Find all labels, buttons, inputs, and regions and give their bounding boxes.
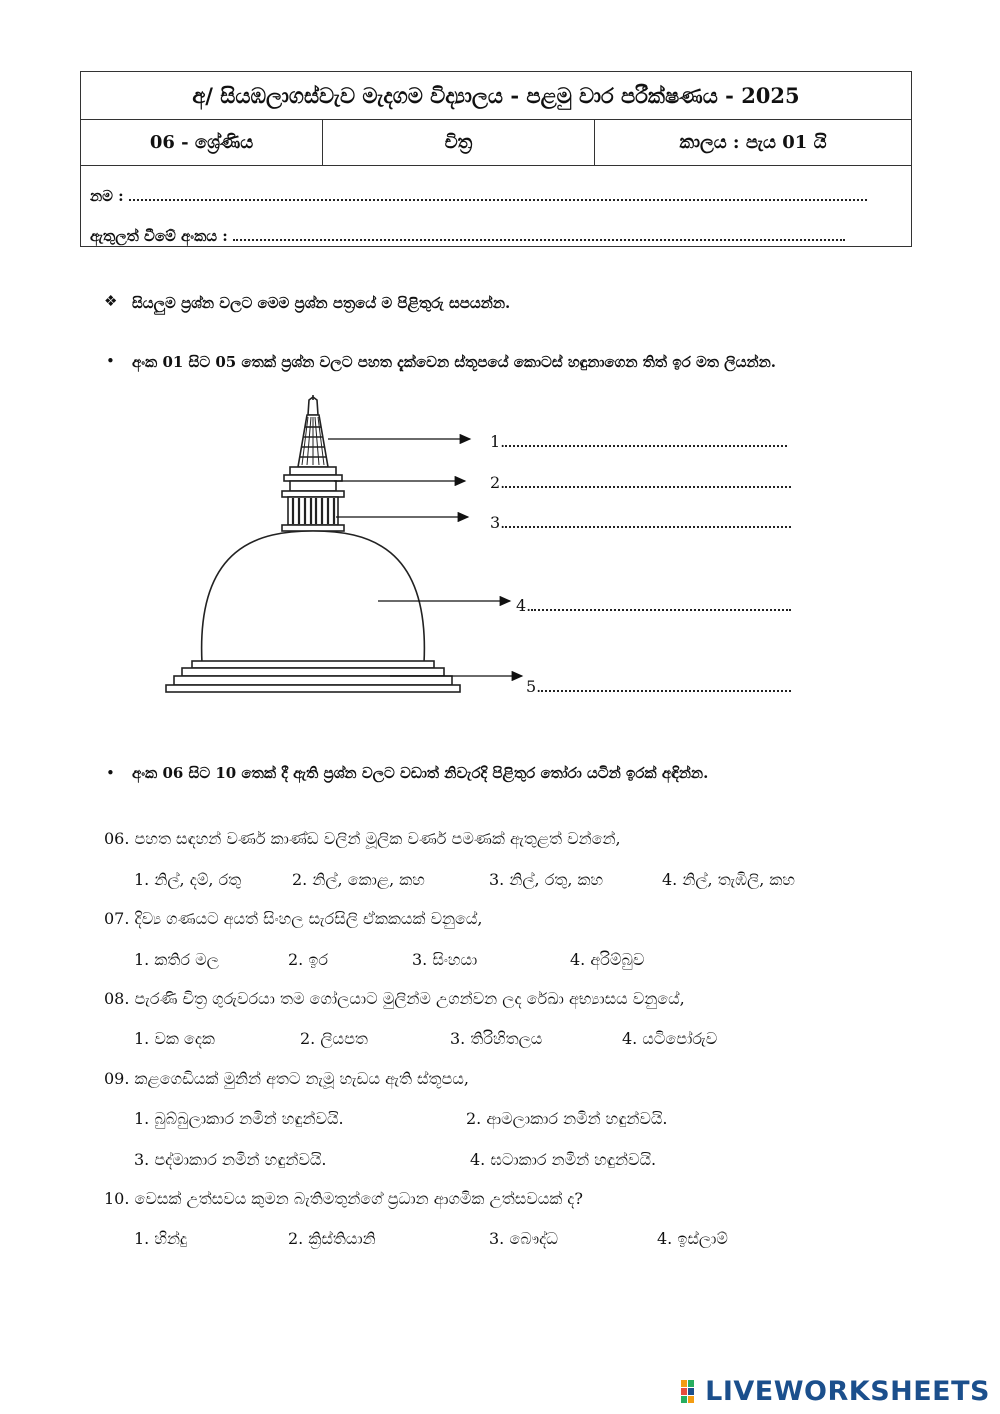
stupa-answer-1-input[interactable] [505,439,787,447]
index-input[interactable] [233,229,845,241]
question-09: 09. කළගෙඩියක් මුනින් අතට නැමූ හැඩය ඇති ස්තූපය, [104,1069,469,1088]
stupa-label-3: 3. [490,513,506,532]
q09-option-1[interactable]: 1. බුබ්බුලාකාර නමින් හඳුන්වයි. [134,1109,344,1128]
exam-info-row [81,120,911,166]
index-label: ඇතුලත් වීමේ අංකය : [90,227,228,245]
bullet-icon: • [106,764,115,782]
liveworksheets-text: LIVEWORKSHEETS [705,1376,990,1407]
q10-option-3[interactable]: 3. බෞද්ධ [489,1229,559,1248]
main-instruction: සියලුම ප්‍රශ්න වලට මෙම ප්‍රශ්න පත්‍රයේ ම පිළිතුරු සපයන්න. [132,294,511,312]
q07-option-4[interactable]: 4. අරිම්බුව [570,950,645,969]
exam-title: අ/ සියඹලාගස්වැව මැදගම විද්‍යාලය - පළමු වාර පරීක්ෂණය - 2025 [81,72,911,120]
name-line [90,187,867,205]
q08-option-3[interactable]: 3. තිරිහිතලය [450,1029,543,1048]
q09-option-4[interactable]: 4. ඝටාකාර නමින් හඳුන්වයි. [470,1150,657,1169]
q07-option-2[interactable]: 2. ඉර [288,950,329,969]
liveworksheets-grid-icon [681,1380,703,1404]
stupa-arrows [300,420,530,690]
name-input[interactable] [129,189,867,201]
stupa-answer-3-input[interactable] [505,520,791,528]
q06-option-2[interactable]: 2. නිල්, කොළ, කහ [292,870,425,889]
q08-option-2[interactable]: 2. ලියපත [300,1029,368,1048]
stupa-label-4: 4. [516,596,532,615]
q08-option-4[interactable]: 4. යටිපෝරුව [622,1029,718,1048]
diamond-bullet-icon: ❖ [104,292,118,310]
subject-cell: චිත්‍ර [323,120,595,165]
q09-option-2[interactable]: 2. ආමලාකාර නමින් හඳුන්වයි. [466,1109,668,1128]
q06-option-1[interactable]: 1. නිල්, දම්, රතු [134,870,242,889]
stupa-label-2: 2. [490,473,506,492]
q07-option-3[interactable]: 3. සිංහයා [412,950,478,969]
q06-option-3[interactable]: 3. නිල්, රතු, කහ [489,870,604,889]
q07-option-1[interactable]: 1. කතිර මල [134,950,219,969]
liveworksheets-logo[interactable] [681,1376,990,1407]
q06-option-4[interactable]: 4. නිල්, තැඹිලි, කහ [662,870,795,889]
stupa-answer-5-input[interactable] [541,684,791,692]
name-label: නම : [90,187,124,205]
q08-option-1[interactable]: 1. වක දෙක [134,1029,215,1048]
part2-instruction: අංක 06 සිට 10 තෙක් දී ඇති ප්‍රශ්න වලට වඩාත් නිවැරදි පිළිතුර තෝරා යටින් ඉරක් අඳින්න. [132,764,709,782]
stupa-answer-4-input[interactable] [531,603,791,611]
exam-header [80,71,912,247]
stupa-label-1: 1. [490,432,506,451]
q10-option-1[interactable]: 1. හින්දු [134,1229,188,1248]
question-10: 10. වෙසක් උත්සවය කුමන බැතිමතුන්ගේ ප්‍රධාන ආගමික උත්සවයක් ද? [104,1189,583,1208]
stupa-answer-5 [526,677,791,696]
q10-option-4[interactable]: 4. ඉස්ලාම් [657,1229,728,1248]
index-line [90,227,845,245]
stupa-answer-2-input[interactable] [505,480,791,488]
stupa-answer-1 [490,432,787,451]
stupa-answer-3 [490,513,791,532]
bullet-icon: • [106,352,115,370]
question-07: 07. දිව්‍ය ගණයට අයත් සිංහල සැරසිලි ඒකකයක් වනුයේ, [104,909,483,928]
stupa-answer-2 [490,473,791,492]
question-08: 08. පැරණි චිත්‍ර ගුරුවරයා තම ගෝලයාට මුලින්ම උගන්වන ලද රේඛා අභ්‍යාසය වනුයේ, [104,989,685,1008]
stupa-label-5: 5. [526,677,542,696]
part1-instruction: අංක 01 සිට 05 තෙක් ප්‍රශ්න වලට පහත දැක්වෙන ස්තූපයේ කොටස් හඳුනාගෙන තිත් ඉර මත ලියන්න. [132,353,776,371]
duration-cell: කාලය : පැය 01 යි [679,132,827,153]
q10-option-2[interactable]: 2. ක්‍රිස්තියානි [288,1229,376,1248]
q09-option-3[interactable]: 3. පද්මාකාර නමින් හඳුන්වයි. [134,1150,327,1169]
stupa-answer-4 [516,596,791,615]
grade-cell: 06 - ශ්‍රේණිය [81,120,323,165]
question-06: 06. පහත සඳහන් වර්ණ කාණ්ඩ වලින් මූලික වර්ණ පමණක් ඇතුළත් වන්නේ, [104,829,621,848]
